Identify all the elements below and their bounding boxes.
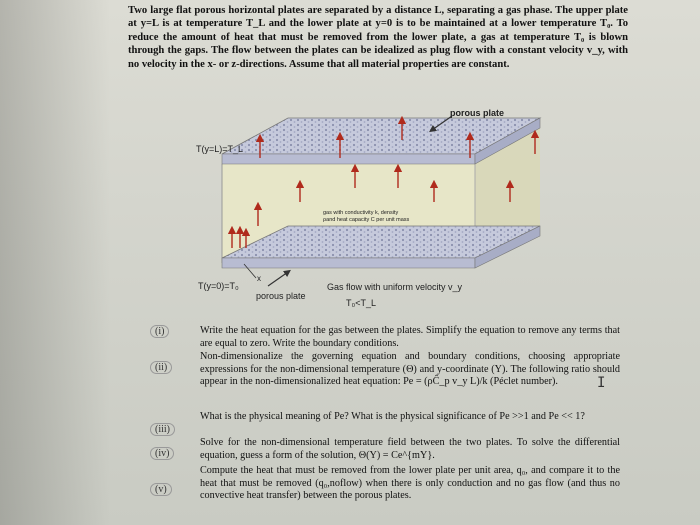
gas-description-line1: gas with conductivity k, density — [323, 210, 399, 216]
porous-plate-bottom-label: porous plate — [256, 291, 306, 301]
gas-description-line2: ρand heat capacity C per unit mass — [323, 217, 410, 223]
porous-plates-figure — [170, 98, 590, 323]
question-number: (iii) — [150, 423, 175, 436]
question-number: (ii) — [150, 361, 172, 374]
question-number: (i) — [150, 325, 169, 338]
top-temperature-label: T(y=L)=T_L — [196, 144, 244, 154]
porous-plate-bottom-pointer — [268, 272, 288, 286]
question-number: (iv) — [150, 447, 174, 460]
page-shadow — [0, 0, 110, 525]
porous-plate-top-label: porous plate — [450, 108, 505, 118]
problem-statement — [128, 4, 628, 71]
bottom-temperature-label: T(y=0)=T₀ — [198, 281, 239, 291]
question-text: Write the heat equation for the gas between the plates. Simplify the equation to remove any terms that are equal to zero. Write the boundary conditions. — [200, 325, 620, 349]
text-cursor-icon: I — [597, 375, 606, 391]
question-text: Non-dimensionalize the governing equation and boundary conditions, choosing appropriate expressions for the non-dimensional temperature (Θ) and y-coordinate (Y). The following ratio should appear in the non-dimensionalized heat equation: Pe = (ρĈ_p v_y L)/k (Péclet number). — [200, 351, 620, 387]
question-text: Solve for the non-dimensional temperature field between the two plates. To solve the differential equation, guess a form of the solution, Θ(Y) = Ce^{mY}. — [200, 437, 620, 461]
question-number: (v) — [150, 483, 172, 496]
x-axis-label: x — [257, 274, 261, 283]
question-text: What is the physical meaning of Pe? What is the physical significance of Pe >>1 and Pe << 1? — [200, 411, 585, 422]
question-text: Compute the heat that must be removed from the lower plate per unit area, q₀, and compare it to the heat that must be removed (q₀,noflow) when there is only conduction and no gas flow (and thus no convective heat transfer) between the porous plates. — [200, 465, 620, 501]
gas-flow-label: Gas flow with uniform velocity v_y — [327, 282, 463, 292]
temperature-relation-label: T₀<T_L — [346, 298, 376, 308]
problem-intro-text: Two large flat porous horizontal plates are separated by a distance L, separating a gas phase. The upper plate at y=L is at temperature T_L and the lower plate at y=0 is to be maintained at a lower temperature T₀. To reduce the amount of heat that must be removed from the lower plate, a gas at temperature T₀ is blown through the gaps. The flow between the plates can be idealized as plug flow with a constant velocity v_y, with no velocity in the x- or z-directions. Assume that all material properties are constant. — [128, 5, 628, 70]
